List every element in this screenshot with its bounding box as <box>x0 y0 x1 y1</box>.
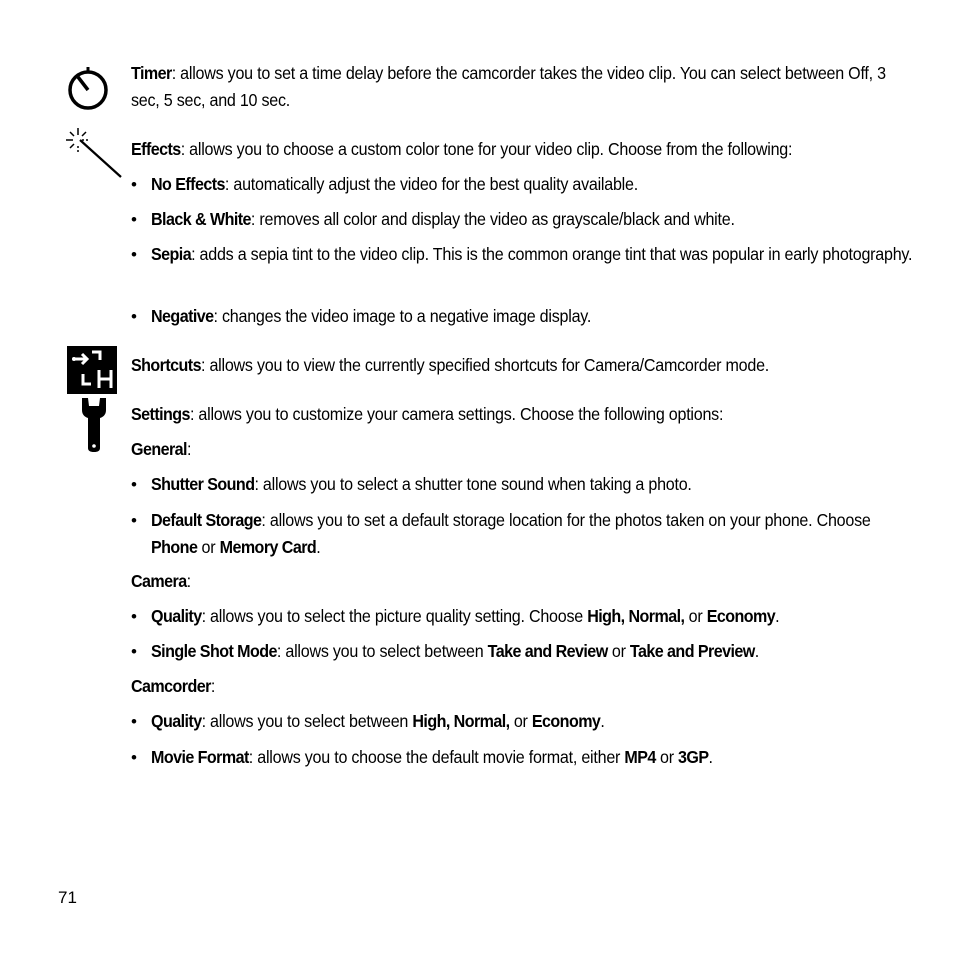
list-item: Quality: allows you to select the picture quality setting. Choose High, Normal, or Economy. <box>151 606 780 626</box>
bullet: • <box>131 210 137 229</box>
shortcuts-icon <box>67 346 117 394</box>
list-item: No Effects: automatically adjust the video for the best quality available. <box>151 174 638 194</box>
shortcuts-description: Shortcuts: allows you to view the currently specified shortcuts for Camera/Camcorder mode. <box>131 355 770 375</box>
general-heading: General: <box>131 439 192 459</box>
magic-wand-icon <box>62 126 124 182</box>
list-item: Default Storage: allows you to set a default storage location for the photos taken on your phone. Choose Phone or Memory Card. <box>151 510 871 557</box>
effects-label: Effects <box>131 139 181 159</box>
timer-description: Timer: allows you to set a time delay before the camcorder takes the video clip. You can select between Off, 3 sec, 5 sec, and 10 sec. <box>131 63 886 110</box>
effects-description: Effects: allows you to choose a custom color tone for your video clip. Choose from the following: <box>131 139 793 159</box>
settings-label: Settings <box>131 404 190 424</box>
page-number: 71 <box>58 888 77 907</box>
settings-description: Settings: allows you to customize your camera settings. Choose the following options: <box>131 404 724 424</box>
bullet: • <box>131 748 137 767</box>
timer-icon <box>64 66 110 112</box>
list-item: Single Shot Mode: allows you to select between Take and Review or Take and Preview. <box>151 641 759 661</box>
bullet: • <box>131 475 137 494</box>
list-item: Negative: changes the video image to a negative image display. <box>151 306 592 326</box>
camera-heading: Camera: <box>131 571 191 591</box>
camcorder-heading: Camcorder: <box>131 676 216 696</box>
bullet: • <box>131 712 137 731</box>
bullet: • <box>131 175 137 194</box>
list-item: Quality: allows you to select between High, Normal, or Economy. <box>151 711 605 731</box>
timer-label: Timer <box>131 63 172 83</box>
list-item: Black & White: removes all color and display the video as grayscale/black and white. <box>151 209 735 229</box>
list-item: Movie Format: allows you to choose the default movie format, either MP4 or 3GP. <box>151 747 713 767</box>
list-item: Shutter Sound: allows you to select a shutter tone sound when taking a photo. <box>151 474 692 494</box>
shortcuts-label: Shortcuts <box>131 355 201 375</box>
bullet: • <box>131 642 137 661</box>
bullet: • <box>131 245 137 264</box>
bullet: • <box>131 607 137 626</box>
bullet: • <box>131 511 137 530</box>
bullet: • <box>131 307 137 326</box>
wrench-icon <box>80 396 108 454</box>
list-item: Sepia: adds a sepia tint to the video clip. This is the common orange tint that was popular in early photography. <box>151 244 913 264</box>
